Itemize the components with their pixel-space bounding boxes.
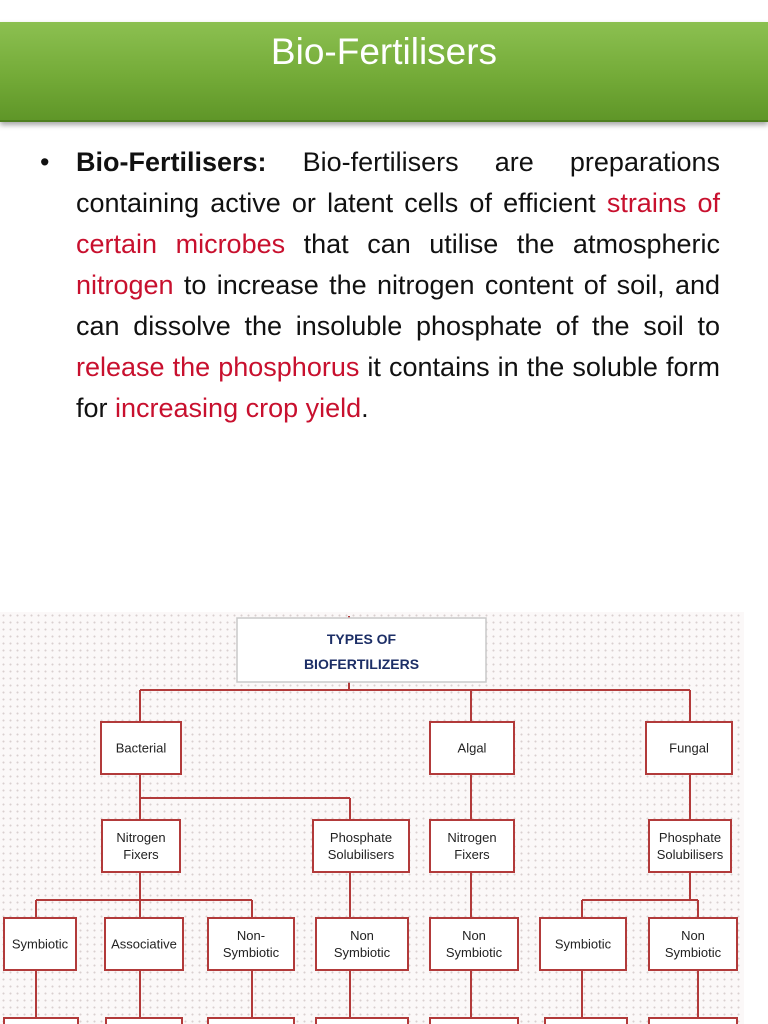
cutoff-node-box (208, 1018, 294, 1024)
leaf-nonsym3 (430, 918, 518, 970)
leaf-nonsym3-label: Non (462, 927, 486, 943)
body-text: . (361, 393, 369, 423)
root-node-box (237, 618, 486, 682)
leaf-sym1 (4, 918, 76, 970)
group-bacterial (101, 722, 181, 774)
bullet-term: Bio-Fertilisers: (76, 147, 267, 177)
subgroup-fun-ps-label: Phosphate (658, 829, 722, 845)
subgroup-alg-nf (430, 820, 514, 872)
subgroup-alg-nf-label: Fixers (454, 846, 490, 862)
root-node-label: BIOFERTILIZERS (303, 655, 420, 672)
leaf-nonsym1-label: Non- (236, 927, 266, 943)
cutoff-node-box (545, 1018, 627, 1024)
cutoff-node-box (649, 1018, 737, 1024)
bullet-item (40, 142, 720, 429)
subgroup-fun-ps (649, 820, 731, 872)
subgroup-bac-nf-label: Fixers (123, 846, 159, 862)
leaf-nonsym2 (316, 918, 408, 970)
body-text: to increase the nitrogen content of soil, and can dissolve the insoluble phosphate of the soil to (76, 270, 720, 341)
cutoff-node-box (4, 1018, 78, 1024)
subgroup-fun-ps-label: Solubilisers (656, 846, 724, 862)
group-algal-label: Algal (457, 740, 487, 756)
leaf-assoc (105, 918, 183, 970)
leaf-nonsym1 (208, 918, 294, 970)
subgroup-bac-nf-label: Nitrogen (116, 829, 166, 845)
leaf-nonsym4 (649, 918, 737, 970)
group-algal (430, 722, 514, 774)
tree-svg (0, 612, 744, 1024)
body-text: it contains in the soluble form for (76, 352, 720, 423)
root-node-label: TYPES OF (326, 630, 397, 647)
bullet-marker: • (40, 147, 50, 177)
cutoff-node-box (430, 1018, 518, 1024)
highlighted-phrase: nitrogen (76, 270, 174, 300)
leaf-nonsym4-label: Symbiotic (664, 944, 722, 960)
cutoff-node-box (316, 1018, 408, 1024)
body-text: that can utilise the atmospheric (285, 229, 720, 259)
cutoff-node-box (106, 1018, 182, 1024)
biofertilizer-types-diagram (0, 612, 744, 1024)
leaf-sym2 (540, 918, 626, 970)
subgroup-bac-nf (102, 820, 180, 872)
leaf-assoc-label: Associative (111, 936, 177, 952)
subgroup-alg-nf-label: Nitrogen (447, 829, 497, 845)
group-bacterial-label: Bacterial (115, 740, 167, 756)
subgroup-bac-ps-label: Solubilisers (327, 846, 395, 862)
root-node (237, 618, 486, 682)
subgroup-bac-ps (313, 820, 409, 872)
leaf-nonsym3-label: Symbiotic (445, 944, 503, 960)
highlighted-phrase: strains of certain microbes (76, 188, 720, 259)
leaf-nonsym4-label: Non (681, 927, 705, 943)
group-fungal (646, 722, 732, 774)
highlighted-phrase: release the phosphorus (76, 352, 360, 382)
leaf-nonsym1-label: Symbiotic (222, 944, 280, 960)
leaf-sym2-label: Symbiotic (554, 936, 612, 952)
leaf-sym1-label: Symbiotic (11, 936, 69, 952)
slide-content (40, 142, 720, 429)
leaf-nonsym2-label: Non (350, 927, 374, 943)
subgroup-bac-ps-label: Phosphate (329, 829, 393, 845)
bullet-text (76, 142, 720, 429)
slide-title: Bio-Fertilisers (270, 31, 498, 72)
highlighted-phrase: increasing crop yield (115, 393, 362, 423)
group-fungal-label: Fungal (669, 740, 709, 756)
leaf-nonsym2-label: Symbiotic (333, 944, 391, 960)
body-text: Bio-fertilisers are preparations containing active or latent cells of efficient (76, 147, 720, 218)
